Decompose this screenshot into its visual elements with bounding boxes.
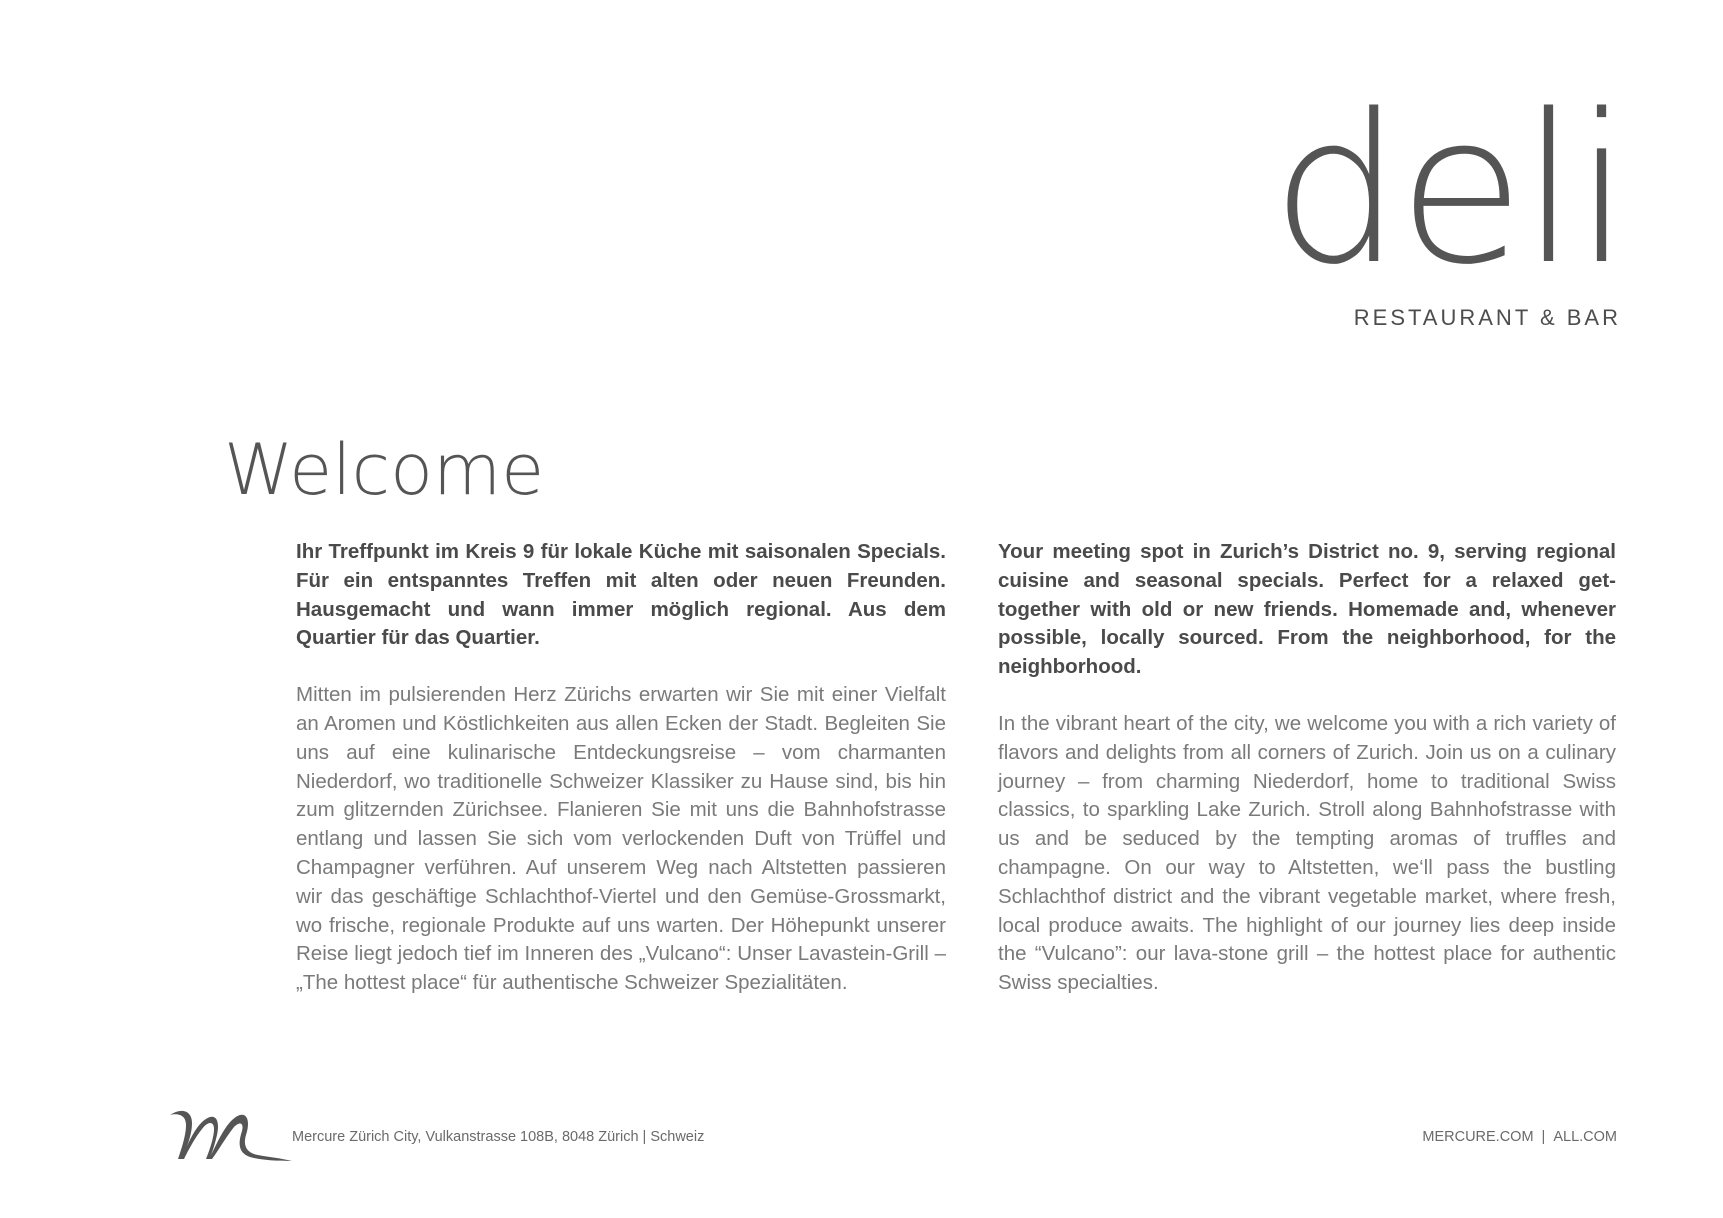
footer <box>168 1105 1617 1165</box>
logo-subtitle: RESTAURANT & BAR <box>1353 305 1621 330</box>
footer-separator: | <box>1541 1129 1546 1145</box>
english-column <box>998 538 1616 998</box>
mercure-link[interactable]: MERCURE.COM <box>1422 1129 1534 1145</box>
german-column <box>296 538 946 998</box>
footer-links <box>1422 1129 1617 1145</box>
footer-address: Mercure Zürich City, Vulkanstrasse 108B, 8048 Zürich | Schweiz <box>292 1129 705 1145</box>
english-lead-paragraph: Your meeting spot in Zurich’s District no. 9, serving regional cuisine and seasonal specials. Perfect for a relaxed get-together with old or new friends. Homemade and, whenever possible, locally sourced. From the neighborhood, for the neighborhood. <box>998 540 1616 679</box>
all-link[interactable]: ALL.COM <box>1553 1129 1617 1145</box>
deli-logo <box>1261 70 1627 331</box>
page-title: Welcome <box>224 429 545 511</box>
german-lead-paragraph: Ihr Treffpunkt im Kreis 9 für lokale Küche mit saisonalen Specials. Für ein entspanntes Treffen mit alten oder neuen Freunden. Hausgemacht und wann immer möglich regional. Aus dem Quartier für das Quartier. <box>296 540 946 650</box>
logo-wordmark: deli <box>1271 70 1627 310</box>
mercure-m-logo-icon <box>168 1105 293 1165</box>
english-body-paragraph: In the vibrant heart of the city, we welcome you with a rich variety of flavors and delights from all corners of Zurich. Join us on a culinary journey – from charming Niederdorf, home to traditional Swiss classics, to sparkling Lake Zurich. Stroll along Bahnhofstrasse with us and be seduced by the tempting aromas of truffles and champagne. On our way to Altstetten, we‘ll pass the bustling Schlachthof district and the vibrant vegetable market, where fresh, local produce awaits. The highlight of our journey lies deep inside the “Vulcano”: our lava-stone grill – the hottest place for authentic Swiss specialties. <box>998 711 1616 995</box>
german-body-paragraph: Mitten im pulsierenden Herz Zürichs erwarten wir Sie mit einer Vielfalt an Aromen und Köstlichkeiten aus allen Ecken der Stadt. Begleiten Sie uns auf eine kulinarische Entdeckungsreise – vom charmanten Niederdorf, wo traditionelle Schweizer Klassiker zu Hause sind, bis hin zum glitzernden Zürichsee. Flanieren Sie mit uns die Bahnhofstrasse entlang und lassen Sie sich vom verlockenden Duft von Trüffel und Champagner verführen. Auf unserem Weg nach Altstetten passieren wir das geschäftige Schlachthof-Viertel und den Gemüse-Grossmarkt, wo frische, regionale Produkte auf uns warten. Der Höhepunkt unserer Reise liegt jedoch tief im Inneren des „Vulcano“: Unser Lavastein-Grill – „The hottest place“ für authentische Schweizer Spezialitäten. <box>296 683 946 995</box>
